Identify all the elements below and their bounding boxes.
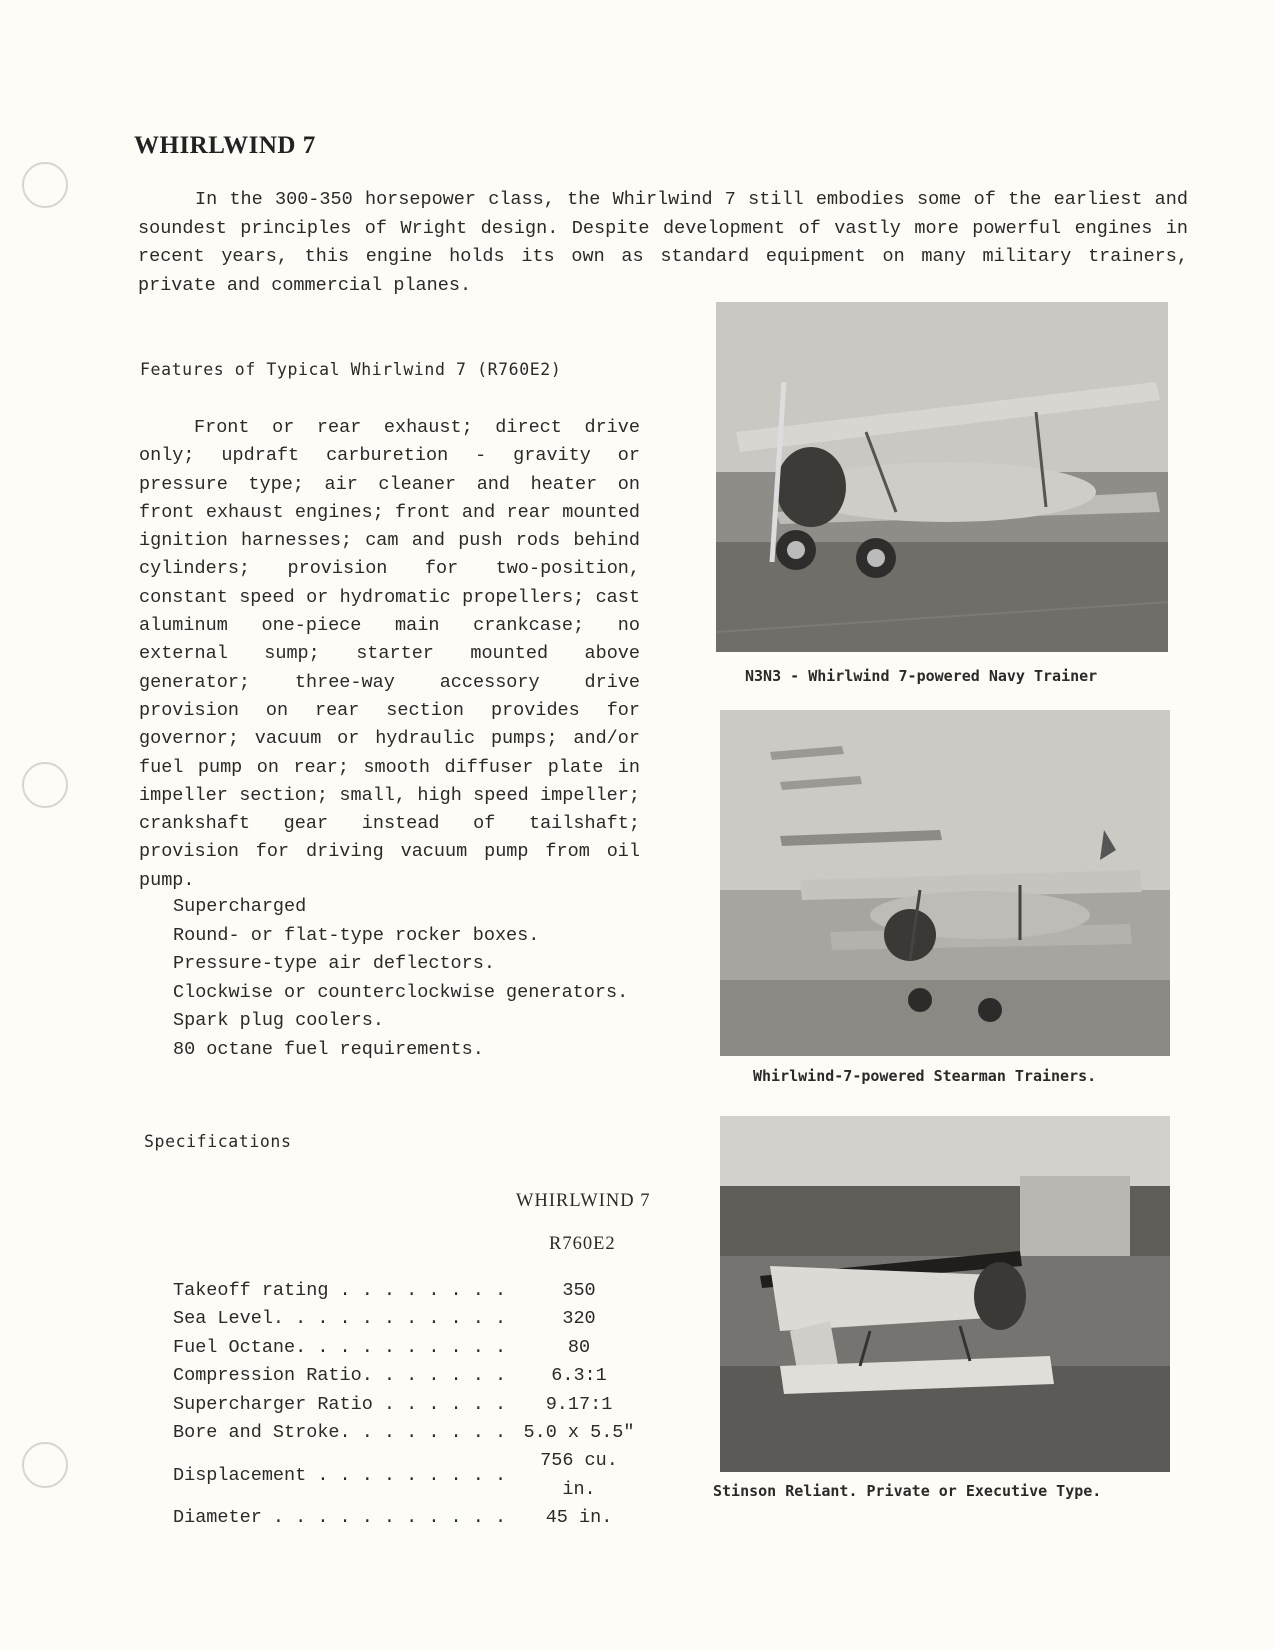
table-row (173, 1419, 640, 1447)
photo-stearman-trainers (720, 710, 1170, 1056)
intro-text: In the 300-350 horsepower class, the Whirlwind 7 still embodies some of the earliest and soundest principles of Wright design. Despite development of vastly more powerful engines in recent years, this engine holds its own as standard equipment on many military trainers, private and commercial planes. (138, 189, 1188, 296)
table-row (173, 1277, 640, 1305)
spec-value: 9.17:1 (545, 1393, 613, 1415)
features-paragraph (139, 414, 640, 895)
binder-hole-middle (22, 762, 68, 808)
spec-value: 756 cu. in. (540, 1450, 618, 1500)
features-heading: Features of Typical Whirlwind 7 (R760E2) (140, 360, 562, 379)
list-item: Supercharged (173, 896, 307, 917)
spec-designation: R760E2 (549, 1234, 616, 1254)
spec-label: Bore and Stroke. . . . . . . . (173, 1422, 507, 1444)
spec-label: Diameter . . . . . . . . . . . (173, 1507, 507, 1529)
intro-paragraph (138, 186, 1188, 300)
binder-hole-top (22, 162, 68, 208)
spec-label: Takeoff rating . . . . . . . . (173, 1280, 507, 1301)
spec-value: 45 in. (545, 1507, 613, 1529)
list-item: Clockwise or counterclockwise generators. (173, 981, 629, 1003)
spec-label: Supercharger Ratio . . . . . . (173, 1393, 507, 1415)
list-item: 80 octane fuel requirements. (173, 1038, 484, 1060)
photo-navy-trainer (716, 302, 1168, 652)
spec-value: 320 (562, 1308, 596, 1330)
specifications-heading: Specifications (144, 1132, 292, 1151)
floatplane-image (720, 1116, 1170, 1472)
table-row (173, 1305, 640, 1333)
specifications-table (173, 1277, 640, 1533)
biplanes-flight-image (720, 710, 1170, 1056)
list-item: Spark plug coolers. (173, 1010, 384, 1031)
table-row (173, 1362, 640, 1390)
caption-stearman-trainers: Whirlwind-7-powered Stearman Trainers. (753, 1067, 1097, 1085)
spec-label: Fuel Octane. . . . . . . . . . (173, 1336, 507, 1358)
spec-label: Displacement . . . . . . . . . (173, 1464, 507, 1486)
list-item: Round- or flat-type rocker boxes. (173, 924, 540, 946)
spec-model: WHIRLWIND 7 (516, 1191, 651, 1211)
features-text: Front or rear exhaust; direct drive only; updraft carburetion - gravity or pressure type; air cleaner and heater on front exhaust engines; front and rear mounted ignition harnesses; cam and push rods behind cylinders; provision for two-position, constant speed or hydromatic propellers; cast aluminum one-piece main crankcase; no external sump; starter mounted above generator; three-way accessory drive provision on rear section provides for governor; vacuum or hydraulic pumps; and/or fuel pump on rear; smooth diffuser plate in impeller section; small, high speed impeller; crankshaft gear instead of tailshaft; provision for driving vacuum pump from oil pump. (139, 417, 640, 891)
spec-label: Sea Level. . . . . . . . . . . (173, 1308, 507, 1330)
table-row (173, 1447, 640, 1504)
biplane-ground-image (716, 302, 1168, 652)
spec-value: 80 (567, 1336, 591, 1358)
caption-stinson-reliant: Stinson Reliant. Private or Executive Type. (713, 1482, 1102, 1500)
photo-stinson-reliant (720, 1116, 1170, 1472)
spec-value: 5.0 x 5.5" (523, 1422, 635, 1444)
spec-value: 6.3:1 (551, 1365, 607, 1387)
caption-navy-trainer: N3N3 - Whirlwind 7-powered Navy Trainer (745, 667, 1098, 685)
spec-label: Compression Ratio. . . . . . . (173, 1365, 507, 1387)
page-title: WHIRLWIND 7 (134, 132, 316, 159)
table-row (173, 1391, 640, 1419)
list-item: Pressure-type air deflectors. (173, 953, 495, 974)
table-row (173, 1334, 640, 1362)
features-list (173, 893, 628, 1064)
binder-hole-bottom (22, 1442, 68, 1488)
table-row (173, 1504, 640, 1532)
spec-value: 350 (562, 1280, 596, 1301)
